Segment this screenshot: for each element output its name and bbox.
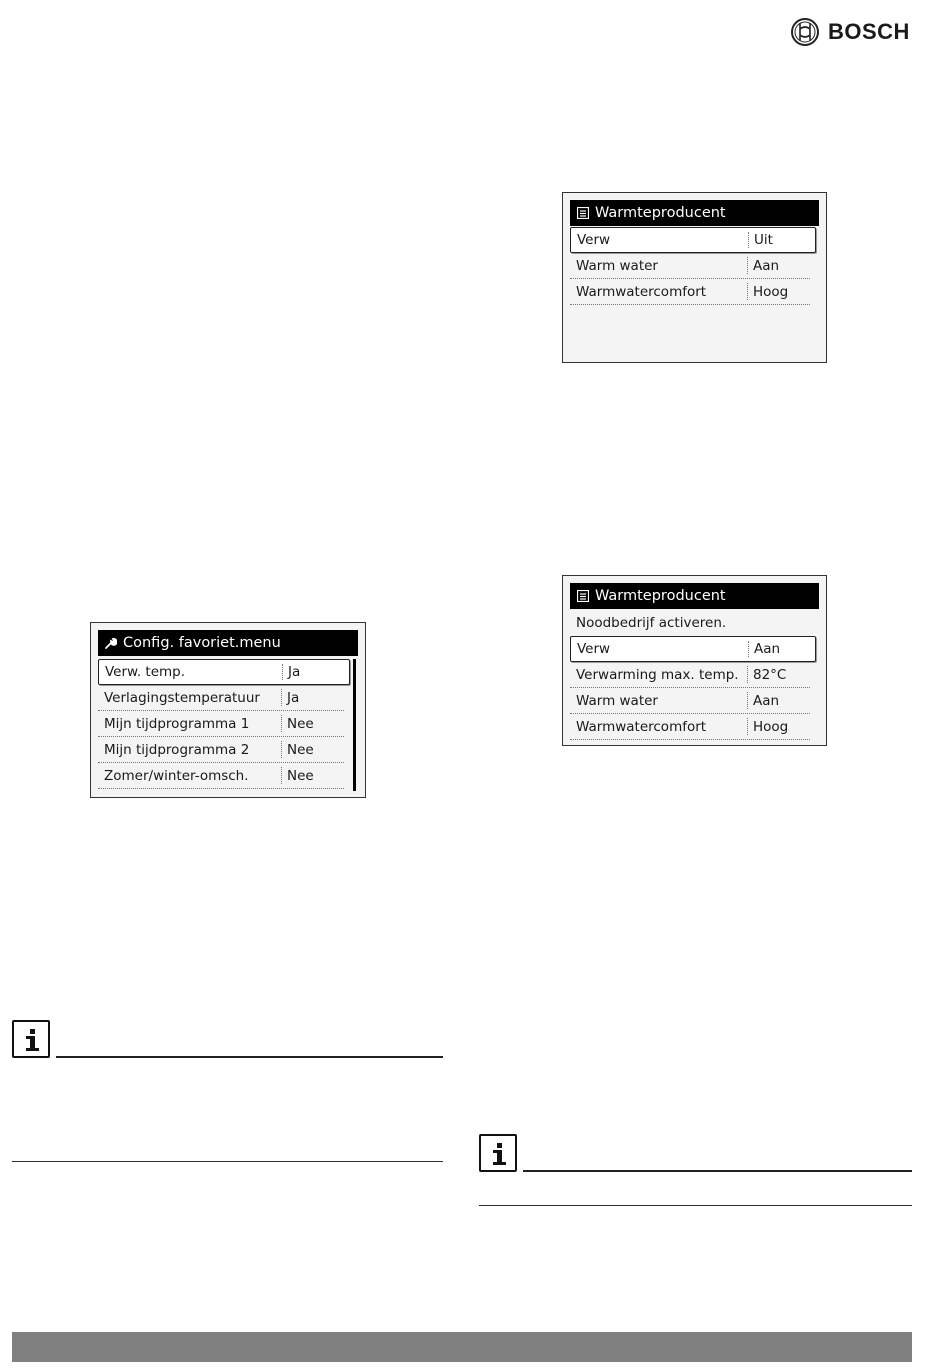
screen-title: Config. favoriet.menu (123, 635, 281, 651)
status-text: Noodbedrijf activeren. (576, 615, 727, 631)
screen-title-bar (570, 200, 819, 226)
divider (282, 664, 283, 680)
row-value: Aan (754, 641, 781, 657)
info-note-rule-top (523, 1170, 912, 1172)
list-item-verw-temp[interactable] (98, 659, 350, 685)
screen-title: Warmteproducent (595, 588, 726, 604)
row-label: Mijn tijdprogramma 2 (104, 741, 250, 758)
divider (747, 283, 748, 300)
divider (281, 741, 282, 758)
list-item-verw[interactable] (570, 227, 816, 253)
divider (747, 692, 748, 709)
list-item-warm-water[interactable] (570, 688, 810, 714)
brand-name: BOSCH (828, 19, 910, 44)
info-note-rule-bottom (479, 1205, 912, 1206)
row-label: Warm water (576, 692, 658, 709)
screen-title: Warmteproducent (595, 205, 726, 221)
menu-list-icon (577, 207, 589, 219)
row-label: Warm water (576, 257, 658, 274)
row-value: Aan (753, 692, 780, 709)
row-label: Verw (577, 232, 611, 248)
row-label: Mijn tijdprogramma 1 (104, 715, 250, 732)
list-item-zomer-winter[interactable] (98, 763, 344, 789)
info-note-rule-top (56, 1056, 443, 1058)
list-item-tijdprogramma-1[interactable] (98, 711, 344, 737)
divider (748, 232, 749, 248)
row-label: Warmwatercomfort (576, 283, 707, 300)
row-label: Verw. temp. (105, 664, 186, 680)
list-item-warm-water[interactable] (570, 253, 810, 279)
status-line (570, 610, 810, 636)
list-item-tijdprogramma-2[interactable] (98, 737, 344, 763)
wrench-icon (105, 637, 117, 649)
row-value: Nee (287, 767, 314, 784)
bosch-logo (790, 16, 910, 48)
row-label: Verw (577, 641, 611, 657)
divider (747, 666, 748, 683)
info-icon (479, 1134, 517, 1172)
screen-warmteproducent-1 (562, 192, 827, 363)
row-label: Verwarming max. temp. (576, 666, 739, 683)
row-value: Hoog (753, 283, 789, 300)
list-item-verw[interactable] (570, 636, 816, 662)
row-value: Ja (288, 664, 301, 680)
list-item-verlagingstemperatuur[interactable] (98, 685, 344, 711)
footer-bar (12, 1332, 912, 1362)
divider (281, 715, 282, 732)
divider (281, 689, 282, 706)
row-label: Warmwatercomfort (576, 718, 707, 735)
menu-list-icon (577, 590, 589, 602)
row-label: Verlagingstemperatuur (104, 689, 260, 706)
row-value: 82°C (753, 666, 787, 683)
list-item-warmwatercomfort[interactable] (570, 279, 810, 305)
divider (281, 767, 282, 784)
divider (748, 641, 749, 657)
divider (747, 257, 748, 274)
row-value: Hoog (753, 718, 789, 735)
screen-title-bar (570, 583, 819, 609)
screen-config-favorites (90, 622, 366, 798)
list-item-warmwatercomfort[interactable] (570, 714, 810, 740)
divider (747, 718, 748, 735)
row-value: Aan (753, 257, 780, 274)
row-value: Ja (287, 689, 300, 706)
info-note-rule-bottom (12, 1161, 443, 1162)
info-icon (12, 1020, 50, 1058)
row-value: Uit (754, 232, 773, 248)
bosch-armature-icon (790, 17, 820, 47)
row-value: Nee (287, 715, 314, 732)
screen-title-bar (98, 630, 358, 656)
row-label: Zomer/winter-omsch. (104, 767, 249, 784)
list-item-verwarming-max-temp[interactable] (570, 662, 810, 688)
screen-warmteproducent-2 (562, 575, 827, 746)
scrollbar[interactable] (353, 659, 356, 791)
row-value: Nee (287, 741, 314, 758)
